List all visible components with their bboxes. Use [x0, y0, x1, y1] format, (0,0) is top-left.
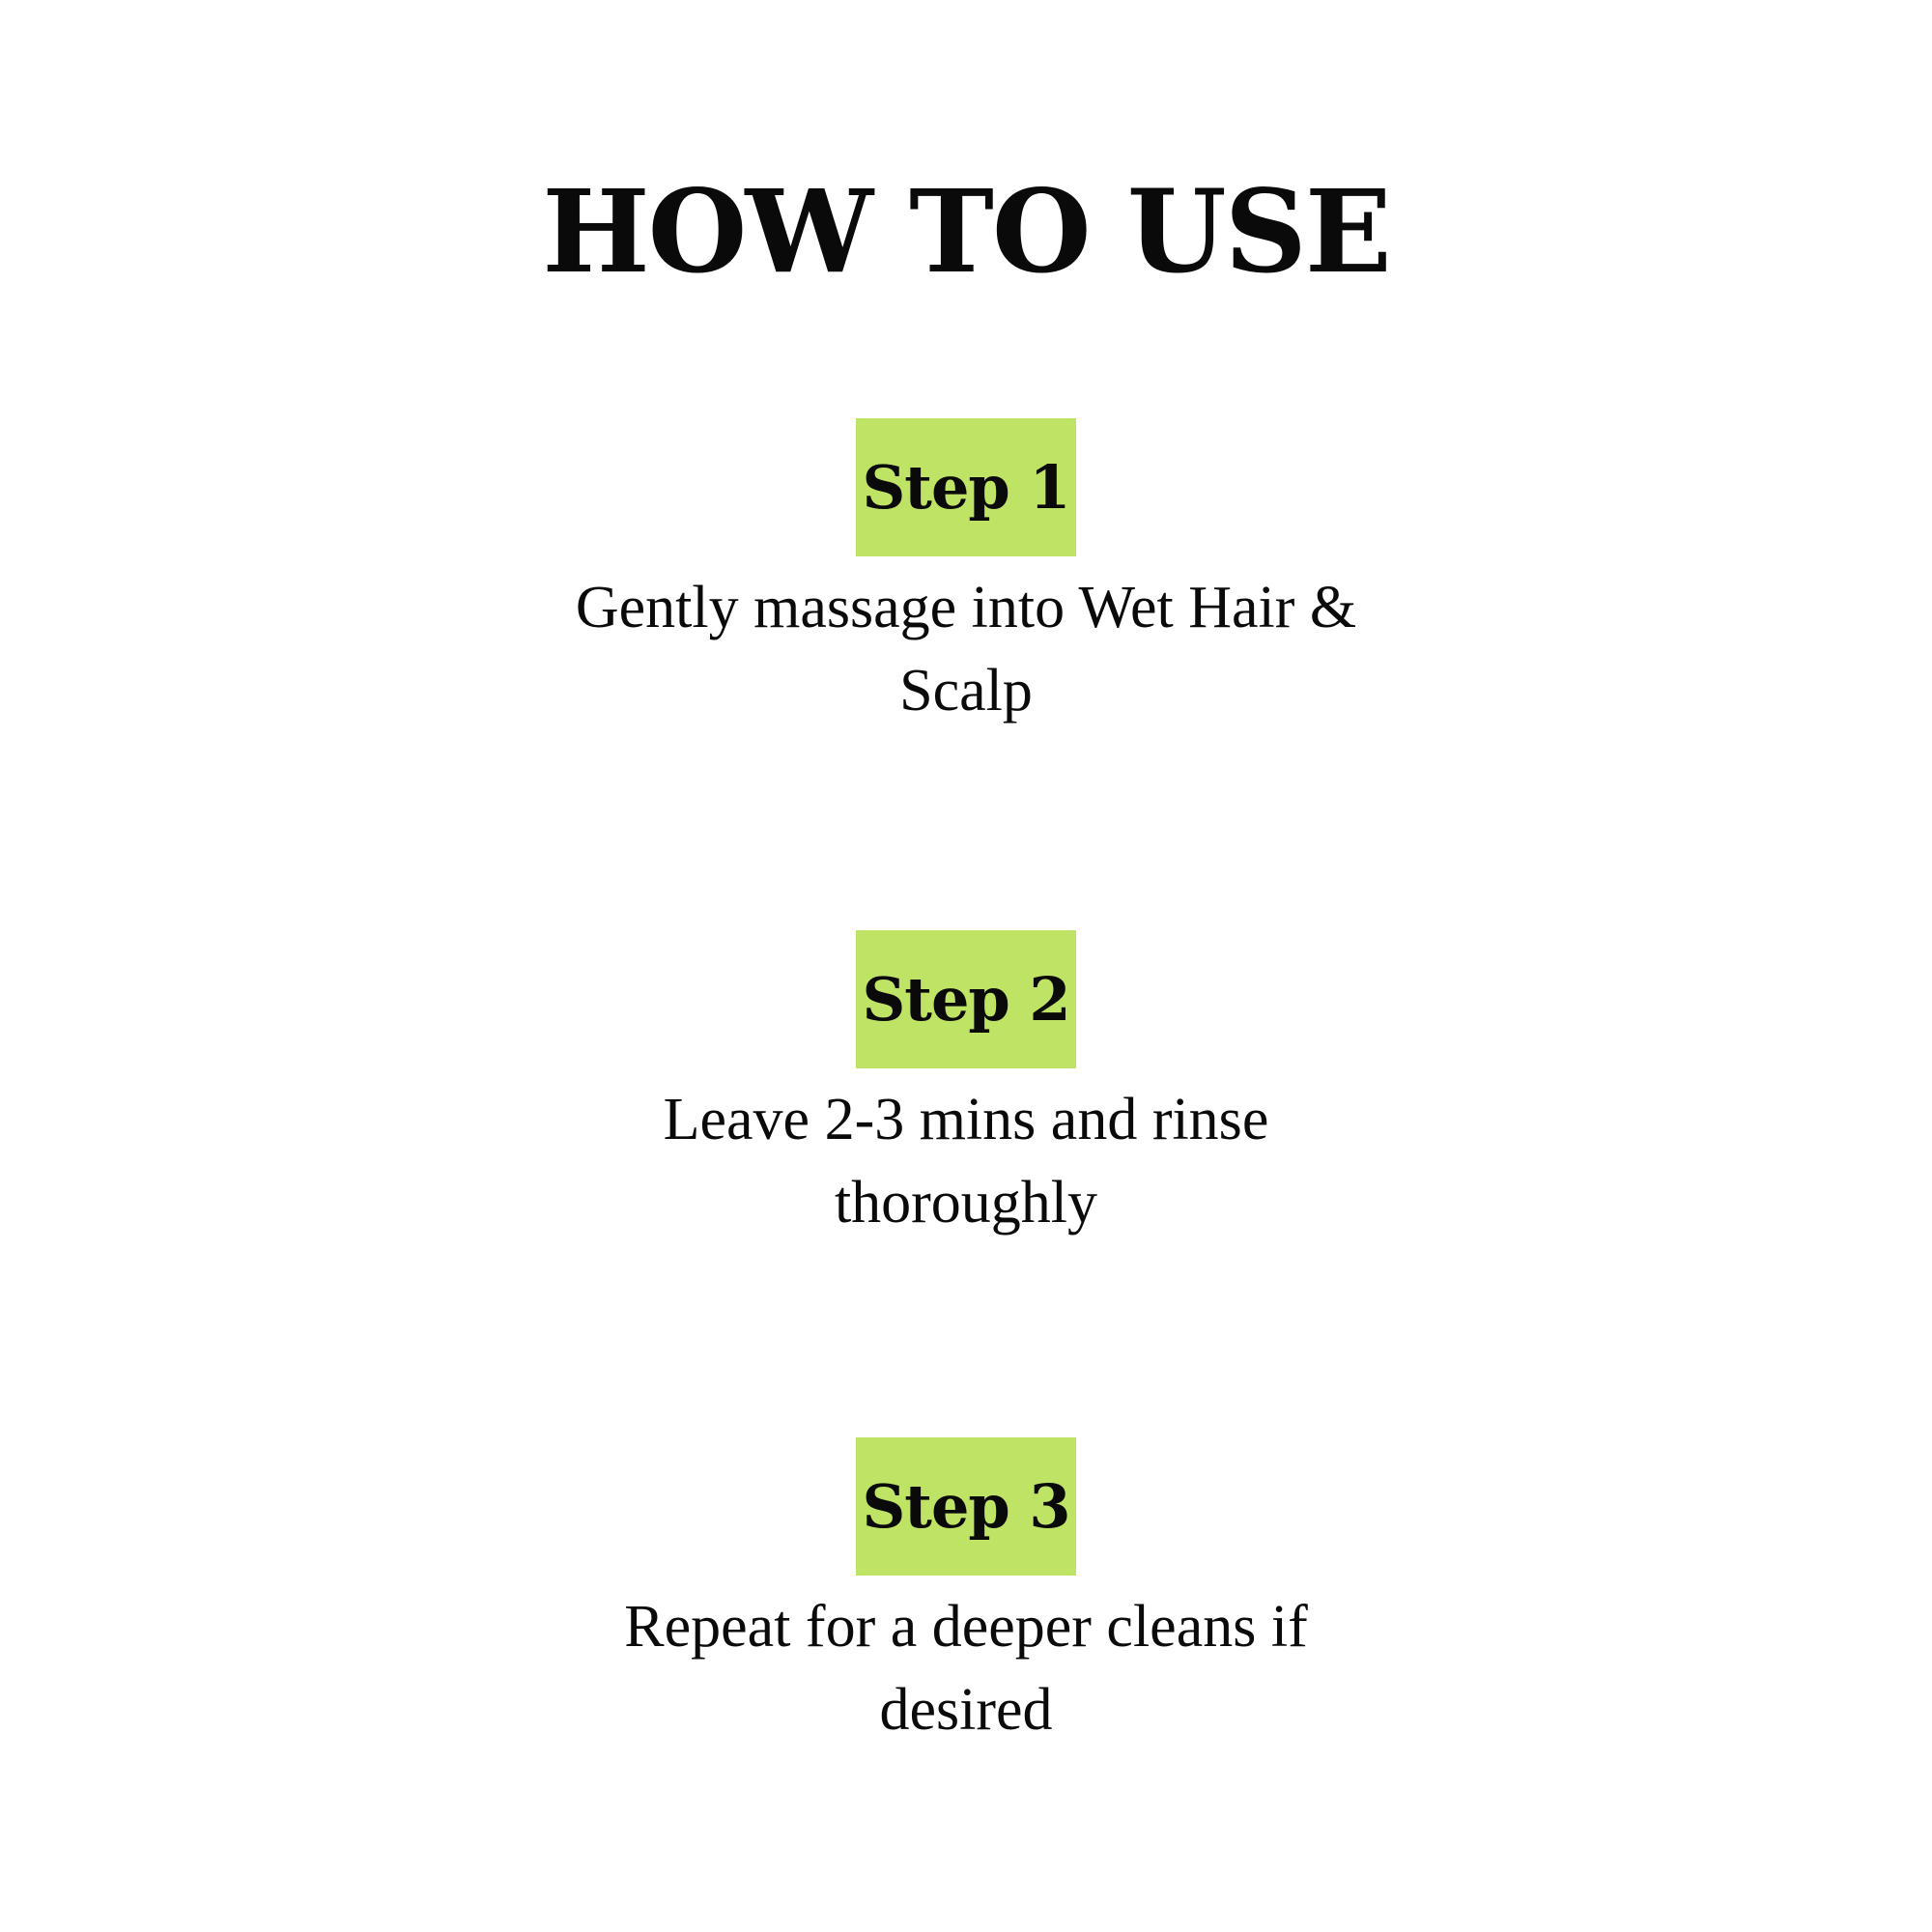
step-2-section	[0, 930, 1932, 1244]
step-3-description: Repeat for a deeper cleans if desired	[624, 1594, 1308, 1743]
step-1-section	[0, 418, 1932, 732]
step-1-description: Gently massage into Wet Hair & Scalp	[575, 575, 1357, 724]
step-3-section	[0, 1437, 1932, 1751]
page-title: HOW TO USE	[542, 164, 1390, 298]
step-2-description: Leave 2-3 mins and rinse thoroughly	[663, 1087, 1269, 1236]
step-1-badge: Step 1	[856, 418, 1076, 556]
step-3-badge: Step 3	[856, 1437, 1076, 1576]
step-2-badge: Step 2	[856, 930, 1076, 1068]
